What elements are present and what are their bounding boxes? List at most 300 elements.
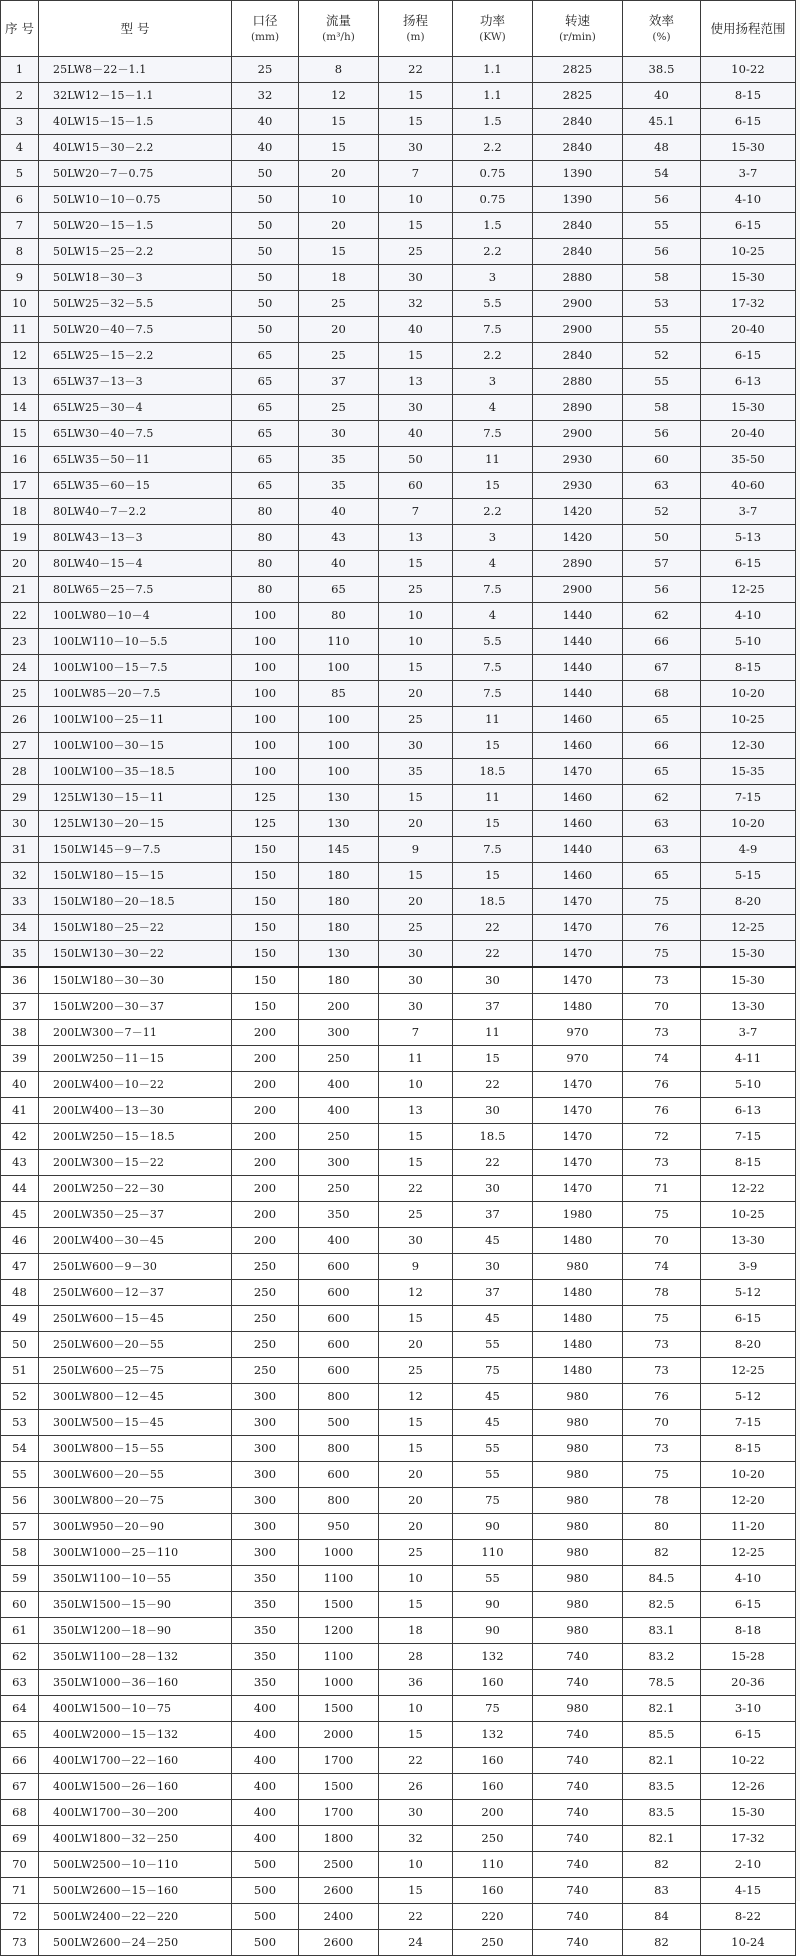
flow-cell: 800 — [299, 1384, 379, 1410]
flow-cell: 130 — [299, 941, 379, 968]
diameter-cell: 150 — [232, 889, 299, 915]
efficiency-cell: 73 — [623, 1358, 701, 1384]
range-cell: 17-32 — [701, 291, 796, 317]
table-row — [1, 1020, 796, 1046]
flow-cell: 100 — [299, 759, 379, 785]
efficiency-cell: 71 — [623, 1176, 701, 1202]
model-cell: 250LW600－15－45 — [39, 1306, 232, 1332]
header-speed — [533, 1, 623, 57]
seq-cell: 61 — [1, 1618, 39, 1644]
model-cell: 80LW43－13－3 — [39, 525, 232, 551]
diameter-cell: 65 — [232, 343, 299, 369]
power-cell: 90 — [453, 1592, 533, 1618]
header-seq — [1, 1, 39, 57]
table-row — [1, 525, 796, 551]
seq-cell: 29 — [1, 785, 39, 811]
head-cell: 15 — [379, 213, 453, 239]
flow-cell: 8 — [299, 57, 379, 83]
speed-cell: 980 — [533, 1462, 623, 1488]
seq-cell: 62 — [1, 1644, 39, 1670]
model-cell: 65LW35－60－15 — [39, 473, 232, 499]
header-power-unit: (KW) — [479, 30, 506, 43]
model-cell: 80LW40－7－2.2 — [39, 499, 232, 525]
seq-cell: 57 — [1, 1514, 39, 1540]
efficiency-cell: 76 — [623, 1384, 701, 1410]
speed-cell: 1460 — [533, 733, 623, 759]
speed-cell: 1480 — [533, 1280, 623, 1306]
power-cell: 4 — [453, 603, 533, 629]
head-cell: 30 — [379, 135, 453, 161]
efficiency-cell: 40 — [623, 83, 701, 109]
diameter-cell: 80 — [232, 551, 299, 577]
power-cell: 5.5 — [453, 629, 533, 655]
flow-cell: 2500 — [299, 1852, 379, 1878]
range-cell: 2-10 — [701, 1852, 796, 1878]
diameter-cell: 300 — [232, 1462, 299, 1488]
efficiency-cell: 48 — [623, 135, 701, 161]
diameter-cell: 250 — [232, 1280, 299, 1306]
range-cell: 35-50 — [701, 447, 796, 473]
speed-cell: 970 — [533, 1046, 623, 1072]
head-cell: 7 — [379, 1020, 453, 1046]
header-head-label: 扬程 — [402, 12, 428, 28]
speed-cell: 2840 — [533, 213, 623, 239]
model-cell: 200LW350－25－37 — [39, 1202, 232, 1228]
table-row — [1, 1488, 796, 1514]
table-row — [1, 1098, 796, 1124]
head-cell: 20 — [379, 1514, 453, 1540]
flow-cell: 65 — [299, 577, 379, 603]
seq-cell: 13 — [1, 369, 39, 395]
range-cell: 6-15 — [701, 109, 796, 135]
efficiency-cell: 67 — [623, 655, 701, 681]
efficiency-cell: 65 — [623, 759, 701, 785]
speed-cell: 740 — [533, 1748, 623, 1774]
head-cell: 30 — [379, 265, 453, 291]
range-cell: 6-15 — [701, 1592, 796, 1618]
range-cell: 15-28 — [701, 1644, 796, 1670]
efficiency-cell: 84.5 — [623, 1566, 701, 1592]
head-cell: 15 — [379, 785, 453, 811]
efficiency-cell: 82 — [623, 1852, 701, 1878]
efficiency-cell: 63 — [623, 811, 701, 837]
seq-cell: 71 — [1, 1878, 39, 1904]
power-cell: 90 — [453, 1514, 533, 1540]
speed-cell: 1480 — [533, 1306, 623, 1332]
efficiency-cell: 83.1 — [623, 1618, 701, 1644]
head-cell: 22 — [379, 57, 453, 83]
flow-cell: 18 — [299, 265, 379, 291]
model-cell: 32LW12－15－1.1 — [39, 83, 232, 109]
power-cell: 37 — [453, 1280, 533, 1306]
flow-cell: 1000 — [299, 1540, 379, 1566]
model-cell: 250LW600－25－75 — [39, 1358, 232, 1384]
power-cell: 4 — [453, 395, 533, 421]
head-cell: 9 — [379, 837, 453, 863]
table-row — [1, 1436, 796, 1462]
efficiency-cell: 78 — [623, 1488, 701, 1514]
efficiency-cell: 55 — [623, 317, 701, 343]
power-cell: 11 — [453, 707, 533, 733]
speed-cell: 2900 — [533, 317, 623, 343]
seq-cell: 1 — [1, 57, 39, 83]
flow-cell: 250 — [299, 1176, 379, 1202]
table-row — [1, 473, 796, 499]
diameter-cell: 400 — [232, 1696, 299, 1722]
range-cell: 5-10 — [701, 629, 796, 655]
header-model-label: 型 号 — [120, 21, 150, 36]
speed-cell: 2900 — [533, 421, 623, 447]
head-cell: 7 — [379, 161, 453, 187]
efficiency-cell: 83.5 — [623, 1774, 701, 1800]
diameter-cell: 500 — [232, 1904, 299, 1930]
power-cell: 110 — [453, 1852, 533, 1878]
range-cell: 12-30 — [701, 733, 796, 759]
diameter-cell: 500 — [232, 1878, 299, 1904]
efficiency-cell: 75 — [623, 1202, 701, 1228]
diameter-cell: 100 — [232, 759, 299, 785]
power-cell: 1.5 — [453, 109, 533, 135]
range-cell: 10-20 — [701, 1462, 796, 1488]
diameter-cell: 150 — [232, 837, 299, 863]
efficiency-cell: 70 — [623, 1228, 701, 1254]
efficiency-cell: 82 — [623, 1540, 701, 1566]
header-head — [379, 1, 453, 57]
flow-cell: 25 — [299, 291, 379, 317]
head-cell: 10 — [379, 1072, 453, 1098]
table-row — [1, 889, 796, 915]
model-cell: 400LW1500－26－160 — [39, 1774, 232, 1800]
diameter-cell: 200 — [232, 1098, 299, 1124]
table-row — [1, 1176, 796, 1202]
speed-cell: 740 — [533, 1878, 623, 1904]
diameter-cell: 200 — [232, 1202, 299, 1228]
efficiency-cell: 74 — [623, 1254, 701, 1280]
flow-cell: 1500 — [299, 1592, 379, 1618]
table-row — [1, 1800, 796, 1826]
flow-cell: 37 — [299, 369, 379, 395]
range-cell: 6-15 — [701, 551, 796, 577]
power-cell: 3 — [453, 369, 533, 395]
efficiency-cell: 38.5 — [623, 57, 701, 83]
seq-cell: 72 — [1, 1904, 39, 1930]
power-cell: 7.5 — [453, 317, 533, 343]
table-row — [1, 1410, 796, 1436]
seq-cell: 51 — [1, 1358, 39, 1384]
model-cell: 150LW145－9－7.5 — [39, 837, 232, 863]
flow-cell: 2000 — [299, 1722, 379, 1748]
power-cell: 18.5 — [453, 889, 533, 915]
table-row — [1, 83, 796, 109]
power-cell: 160 — [453, 1774, 533, 1800]
table-row — [1, 551, 796, 577]
table-row — [1, 1540, 796, 1566]
flow-cell: 2400 — [299, 1904, 379, 1930]
power-cell: 30 — [453, 1098, 533, 1124]
power-cell: 75 — [453, 1488, 533, 1514]
model-cell: 300LW600－20－55 — [39, 1462, 232, 1488]
head-cell: 25 — [379, 707, 453, 733]
efficiency-cell: 76 — [623, 915, 701, 941]
model-cell: 300LW800－12－45 — [39, 1384, 232, 1410]
table-row — [1, 1644, 796, 1670]
range-cell: 12-26 — [701, 1774, 796, 1800]
diameter-cell: 200 — [232, 1072, 299, 1098]
diameter-cell: 125 — [232, 811, 299, 837]
flow-cell: 600 — [299, 1358, 379, 1384]
model-cell: 125LW130－15－11 — [39, 785, 232, 811]
head-cell: 30 — [379, 395, 453, 421]
efficiency-cell: 83.5 — [623, 1800, 701, 1826]
diameter-cell: 150 — [232, 915, 299, 941]
model-cell: 50LW20－40－7.5 — [39, 317, 232, 343]
power-cell: 160 — [453, 1670, 533, 1696]
range-cell: 8-15 — [701, 655, 796, 681]
flow-cell: 2600 — [299, 1930, 379, 1956]
diameter-cell: 400 — [232, 1748, 299, 1774]
head-cell: 50 — [379, 447, 453, 473]
range-cell: 12-25 — [701, 577, 796, 603]
efficiency-cell: 66 — [623, 629, 701, 655]
diameter-cell: 80 — [232, 499, 299, 525]
model-cell: 500LW2500－10－110 — [39, 1852, 232, 1878]
diameter-cell: 100 — [232, 707, 299, 733]
speed-cell: 1470 — [533, 1124, 623, 1150]
power-cell: 7.5 — [453, 655, 533, 681]
diameter-cell: 65 — [232, 395, 299, 421]
table-row — [1, 1228, 796, 1254]
power-cell: 15 — [453, 863, 533, 889]
speed-cell: 1470 — [533, 915, 623, 941]
diameter-cell: 65 — [232, 473, 299, 499]
power-cell: 55 — [453, 1436, 533, 1462]
head-cell: 35 — [379, 759, 453, 785]
range-cell: 5-13 — [701, 525, 796, 551]
model-cell: 40LW15－15－1.5 — [39, 109, 232, 135]
head-cell: 22 — [379, 1176, 453, 1202]
power-cell: 11 — [453, 785, 533, 811]
range-cell: 5-12 — [701, 1280, 796, 1306]
head-cell: 25 — [379, 577, 453, 603]
seq-cell: 67 — [1, 1774, 39, 1800]
range-cell: 8-18 — [701, 1618, 796, 1644]
seq-cell: 43 — [1, 1150, 39, 1176]
range-cell: 12-20 — [701, 1488, 796, 1514]
table-row — [1, 109, 796, 135]
efficiency-cell: 85.5 — [623, 1722, 701, 1748]
model-cell: 100LW100－25－11 — [39, 707, 232, 733]
efficiency-cell: 65 — [623, 863, 701, 889]
model-cell: 50LW18－30－3 — [39, 265, 232, 291]
power-cell: 11 — [453, 447, 533, 473]
diameter-cell: 50 — [232, 265, 299, 291]
flow-cell: 35 — [299, 447, 379, 473]
model-cell: 300LW800－15－55 — [39, 1436, 232, 1462]
flow-cell: 600 — [299, 1462, 379, 1488]
power-cell: 1.1 — [453, 57, 533, 83]
header-row — [1, 1, 796, 57]
range-cell: 8-20 — [701, 1332, 796, 1358]
power-cell: 2.2 — [453, 135, 533, 161]
model-cell: 200LW300－15－22 — [39, 1150, 232, 1176]
head-cell: 25 — [379, 1540, 453, 1566]
flow-cell: 25 — [299, 343, 379, 369]
head-cell: 20 — [379, 1488, 453, 1514]
head-cell: 30 — [379, 1800, 453, 1826]
head-cell: 10 — [379, 603, 453, 629]
model-cell: 150LW180－30－30 — [39, 967, 232, 994]
speed-cell: 2840 — [533, 135, 623, 161]
table-row — [1, 1072, 796, 1098]
model-cell: 100LW100－35－18.5 — [39, 759, 232, 785]
table-row — [1, 369, 796, 395]
range-cell: 12-25 — [701, 915, 796, 941]
table-body — [1, 57, 796, 1956]
range-cell: 3-7 — [701, 161, 796, 187]
range-cell: 6-15 — [701, 1722, 796, 1748]
head-cell: 18 — [379, 1618, 453, 1644]
diameter-cell: 400 — [232, 1722, 299, 1748]
seq-cell: 44 — [1, 1176, 39, 1202]
seq-cell: 10 — [1, 291, 39, 317]
head-cell: 32 — [379, 291, 453, 317]
speed-cell: 2890 — [533, 551, 623, 577]
efficiency-cell: 82.1 — [623, 1696, 701, 1722]
flow-cell: 300 — [299, 1020, 379, 1046]
table-row — [1, 213, 796, 239]
speed-cell: 740 — [533, 1930, 623, 1956]
efficiency-cell: 70 — [623, 994, 701, 1020]
header-efficiency — [623, 1, 701, 57]
head-cell: 30 — [379, 967, 453, 994]
efficiency-cell: 83 — [623, 1878, 701, 1904]
flow-cell: 10 — [299, 187, 379, 213]
efficiency-cell: 58 — [623, 265, 701, 291]
range-cell: 12-25 — [701, 1358, 796, 1384]
head-cell: 15 — [379, 1306, 453, 1332]
power-cell: 7.5 — [453, 837, 533, 863]
diameter-cell: 100 — [232, 629, 299, 655]
model-cell: 65LW25－30－4 — [39, 395, 232, 421]
model-cell: 250LW600－9－30 — [39, 1254, 232, 1280]
seq-cell: 48 — [1, 1280, 39, 1306]
range-cell: 20-40 — [701, 317, 796, 343]
range-cell: 6-13 — [701, 1098, 796, 1124]
flow-cell: 400 — [299, 1228, 379, 1254]
model-cell: 50LW20－7－0.75 — [39, 161, 232, 187]
efficiency-cell: 82.1 — [623, 1826, 701, 1852]
power-cell: 15 — [453, 733, 533, 759]
seq-cell: 39 — [1, 1046, 39, 1072]
power-cell: 250 — [453, 1930, 533, 1956]
table-row — [1, 187, 796, 213]
range-cell: 15-30 — [701, 941, 796, 968]
speed-cell: 2840 — [533, 109, 623, 135]
table-row — [1, 785, 796, 811]
head-cell: 13 — [379, 369, 453, 395]
seq-cell: 15 — [1, 421, 39, 447]
diameter-cell: 200 — [232, 1150, 299, 1176]
range-cell: 3-7 — [701, 1020, 796, 1046]
head-cell: 11 — [379, 1046, 453, 1072]
diameter-cell: 400 — [232, 1800, 299, 1826]
flow-cell: 30 — [299, 421, 379, 447]
diameter-cell: 50 — [232, 317, 299, 343]
seq-cell: 14 — [1, 395, 39, 421]
power-cell: 75 — [453, 1358, 533, 1384]
range-cell: 5-12 — [701, 1384, 796, 1410]
speed-cell: 980 — [533, 1436, 623, 1462]
head-cell: 15 — [379, 343, 453, 369]
table-row — [1, 655, 796, 681]
speed-cell: 740 — [533, 1774, 623, 1800]
seq-cell: 30 — [1, 811, 39, 837]
seq-cell: 26 — [1, 707, 39, 733]
power-cell: 45 — [453, 1410, 533, 1436]
seq-cell: 9 — [1, 265, 39, 291]
head-cell: 12 — [379, 1384, 453, 1410]
model-cell: 200LW250－22－30 — [39, 1176, 232, 1202]
speed-cell: 1480 — [533, 994, 623, 1020]
model-cell: 250LW600－12－37 — [39, 1280, 232, 1306]
table-row — [1, 1150, 796, 1176]
diameter-cell: 350 — [232, 1644, 299, 1670]
range-cell: 7-15 — [701, 785, 796, 811]
speed-cell: 2880 — [533, 265, 623, 291]
head-cell: 20 — [379, 811, 453, 837]
power-cell: 18.5 — [453, 1124, 533, 1150]
head-cell: 20 — [379, 1332, 453, 1358]
power-cell: 220 — [453, 1904, 533, 1930]
table-row — [1, 915, 796, 941]
head-cell: 10 — [379, 1696, 453, 1722]
model-cell: 80LW40－15－4 — [39, 551, 232, 577]
head-cell: 10 — [379, 1566, 453, 1592]
table-row — [1, 499, 796, 525]
speed-cell: 1480 — [533, 1358, 623, 1384]
flow-cell: 85 — [299, 681, 379, 707]
seq-cell: 68 — [1, 1800, 39, 1826]
table-row — [1, 1306, 796, 1332]
flow-cell: 950 — [299, 1514, 379, 1540]
table-header — [1, 1, 796, 57]
model-cell: 200LW250－15－18.5 — [39, 1124, 232, 1150]
diameter-cell: 500 — [232, 1852, 299, 1878]
flow-cell: 600 — [299, 1254, 379, 1280]
efficiency-cell: 82.5 — [623, 1592, 701, 1618]
speed-cell: 1390 — [533, 187, 623, 213]
flow-cell: 800 — [299, 1488, 379, 1514]
table-row — [1, 707, 796, 733]
head-cell: 9 — [379, 1254, 453, 1280]
model-cell: 400LW1700－22－160 — [39, 1748, 232, 1774]
header-flow-label: 流量 — [325, 12, 351, 28]
head-cell: 32 — [379, 1826, 453, 1852]
range-cell: 6-15 — [701, 213, 796, 239]
power-cell: 15 — [453, 473, 533, 499]
head-cell: 30 — [379, 1228, 453, 1254]
speed-cell: 740 — [533, 1644, 623, 1670]
speed-cell: 2890 — [533, 395, 623, 421]
seq-cell: 25 — [1, 681, 39, 707]
seq-cell: 58 — [1, 1540, 39, 1566]
seq-cell: 6 — [1, 187, 39, 213]
flow-cell: 40 — [299, 551, 379, 577]
diameter-cell: 100 — [232, 733, 299, 759]
speed-cell: 740 — [533, 1800, 623, 1826]
speed-cell: 1470 — [533, 759, 623, 785]
model-cell: 300LW1000－25－110 — [39, 1540, 232, 1566]
